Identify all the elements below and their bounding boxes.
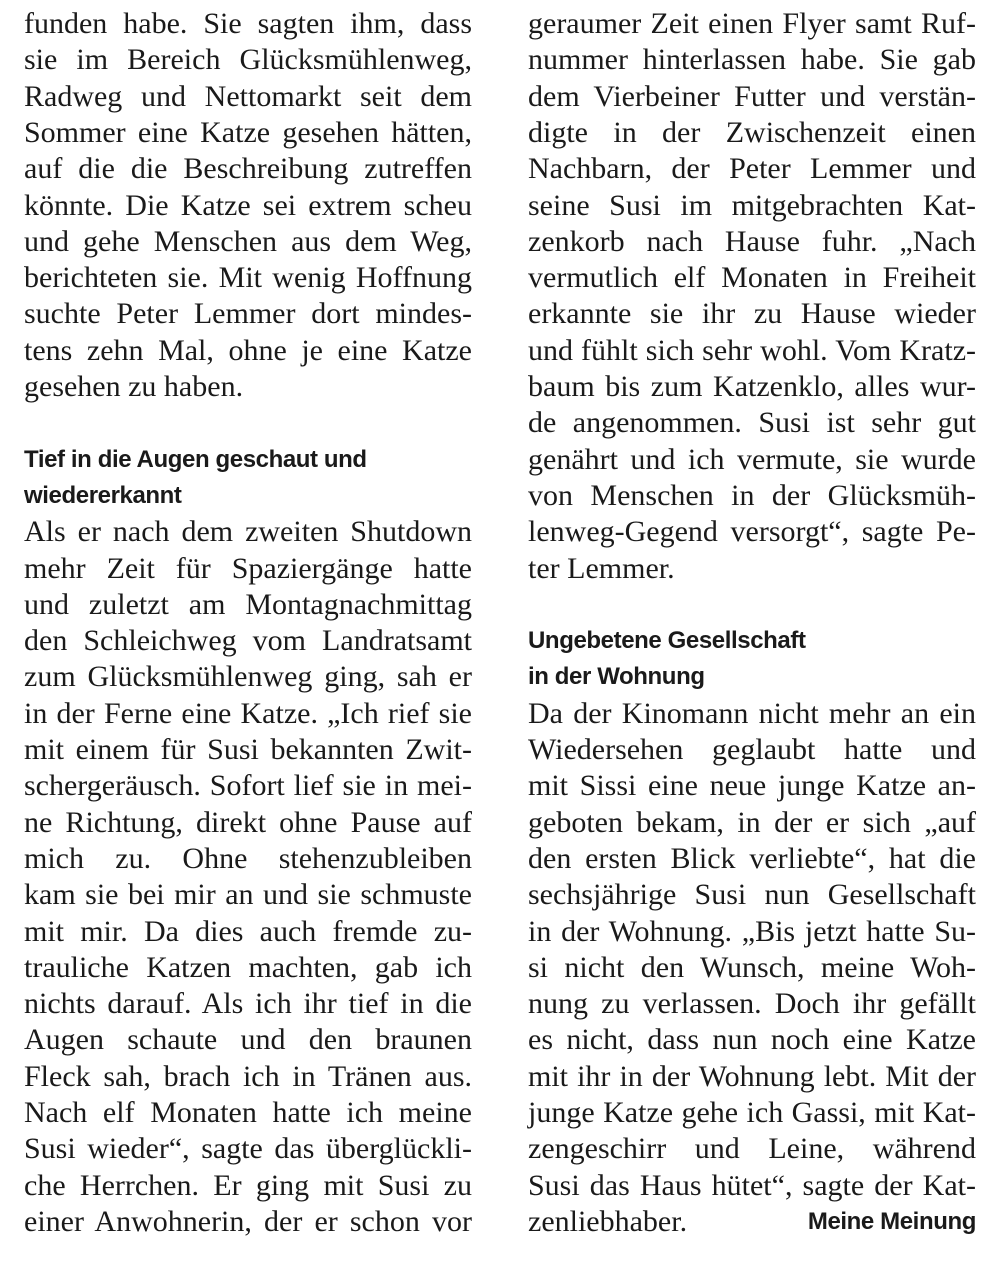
right-subheading-line: Ungebetene Gesellschaft	[528, 627, 806, 655]
right-text-line: si nicht den Wunsch, meine Woh-	[528, 950, 976, 984]
right-text-line: dem Vierbeiner Futter und verstän-	[528, 79, 976, 113]
left-text-line: nichts darauf. Als ich ihr tief in die	[24, 987, 472, 1021]
right-text-line: erkannte sie ihr zu Hause wieder	[528, 297, 976, 331]
left-text-line: sie im Bereich Glücksmühlenweg,	[24, 43, 472, 77]
left-text-line: Als er nach dem zweiten Shutdown	[24, 515, 472, 549]
left-text-line: Susi wieder“, sagte das überglückli-	[24, 1132, 472, 1166]
left-paragraph-end-line: gesehen zu haben.	[24, 370, 244, 403]
right-text-line: von Menschen in der Glücksmüh-	[528, 478, 976, 512]
left-text-line: in der Ferne eine Katze. „Ich rief sie	[24, 696, 472, 730]
right-text-line: vermutlich elf Monaten in Freiheit	[528, 261, 976, 295]
left-text-line: auf die die Beschreibung zutreffen	[24, 152, 472, 186]
left-subheading-line: Tief in die Augen geschaut und	[24, 445, 367, 473]
left-text-line: tens zehn Mal, ohne je eine Katze	[24, 333, 472, 367]
right-text-line: geboten bekam, in der er sich „auf	[528, 805, 976, 839]
right-text-line: in der Wohnung. „Bis jetzt hatte Su-	[528, 914, 976, 948]
right-text-line: lenweg-Gegend versorgt“, sagte Pe-	[528, 515, 976, 549]
right-text-line: digte in der Zwischenzeit einen	[528, 115, 976, 149]
left-subheading-line: wiedererkannt	[24, 481, 182, 509]
right-subheading-line: in der Wohnung	[528, 663, 705, 691]
right-text-line: seine Susi im mitgebrachten Kat-	[528, 188, 976, 222]
right-text-line: und fühlt sich sehr wohl. Vom Kratz-	[528, 333, 976, 367]
left-text-line: könnte. Die Katze sei extrem scheu	[24, 188, 472, 222]
right-text-line: geraumer Zeit einen Flyer samt Ruf-	[528, 7, 976, 40]
left-text-line: suchte Peter Lemmer dort mindes-	[24, 297, 472, 331]
right-text-line: genährt und ich vermute, sie wurde	[528, 442, 976, 476]
right-text-line: den ersten Blick verliebte“, hat die	[528, 841, 976, 875]
left-text-line: Fleck sah, brach ich in Tränen aus.	[24, 1059, 472, 1093]
right-text-line: baum bis zum Katzenklo, alles wur-	[528, 370, 976, 403]
left-text-line: Augen schaute und den braunen	[24, 1023, 472, 1057]
left-text-line: funden habe. Sie sagten ihm, dass	[24, 7, 472, 40]
right-text-line: junge Katze gehe ich Gassi, mit Kat-	[528, 1096, 976, 1129]
right-text-line: Wiedersehen geglaubt hatte und	[528, 733, 976, 766]
left-text-line: ne Richtung, direkt ohne Pause auf	[24, 805, 472, 839]
left-text-line: mit mir. Da dies auch fremde zu-	[24, 914, 472, 948]
left-text-line: mit einem für Susi bekannten Zwit-	[24, 733, 472, 766]
left-text-line: und gehe Menschen aus dem Weg,	[24, 224, 472, 258]
byline: Meine Meinung	[807, 1207, 976, 1235]
left-text-line: den Schleichweg vom Landratsamt	[24, 624, 472, 658]
right-text-line: Susi das Haus hütet“, sagte der Kat-	[528, 1168, 976, 1202]
right-paragraph-end-line: ter Lemmer.	[528, 551, 675, 585]
right-text-line: mit Sissi eine neue junge Katze an-	[528, 769, 976, 803]
left-text-line: kam sie bei mir an und sie schmuste	[24, 878, 472, 912]
left-text-line: che Herrchen. Er ging mit Susi zu	[24, 1168, 472, 1202]
right-text-line: es nicht, dass nun noch eine Katze	[528, 1023, 976, 1057]
left-text-line: einer Anwohnerin, der er schon vor	[24, 1204, 472, 1238]
right-text-line: Da der Kinomann nicht mehr an ein	[528, 696, 976, 730]
right-text-line: mit ihr in der Wohnung lebt. Mit der	[528, 1059, 976, 1093]
left-text-line: Nach elf Monaten hatte ich meine	[24, 1096, 472, 1129]
right-text-line: zenkorb nach Hause fuhr. „Nach	[528, 224, 976, 258]
right-text-line: sechsjährige Susi nun Gesellschaft	[528, 878, 976, 912]
right-text-line: Nachbarn, der Peter Lemmer und	[528, 152, 976, 186]
left-text-line: berichteten sie. Mit wenig Hoffnung	[24, 261, 472, 295]
left-text-line: trauliche Katzen machten, gab ich	[24, 950, 472, 984]
left-text-line: zum Glücksmühlenweg ging, sah er	[24, 660, 472, 694]
left-text-line: mich zu. Ohne stehenzubleiben	[24, 841, 472, 875]
right-text-line: nummer hinterlassen habe. Sie gab	[528, 43, 976, 77]
right-closing-line: zenliebhaber.	[528, 1204, 688, 1238]
left-text-line: mehr Zeit für Spaziergänge hatte	[24, 551, 472, 585]
left-text-line: Sommer eine Katze gesehen hätten,	[24, 115, 472, 149]
right-text-line: de angenommen. Susi ist sehr gut	[528, 406, 976, 440]
right-text-line: nung zu verlassen. Doch ihr gefällt	[528, 987, 976, 1021]
left-text-line: schergeräusch. Sofort lief sie in mei-	[24, 769, 472, 803]
right-text-line: zengeschirr und Leine, während	[528, 1132, 976, 1166]
left-text-line: und zuletzt am Montagnachmittag	[24, 587, 472, 621]
left-text-line: Radweg und Nettomarkt seit dem	[24, 79, 472, 113]
